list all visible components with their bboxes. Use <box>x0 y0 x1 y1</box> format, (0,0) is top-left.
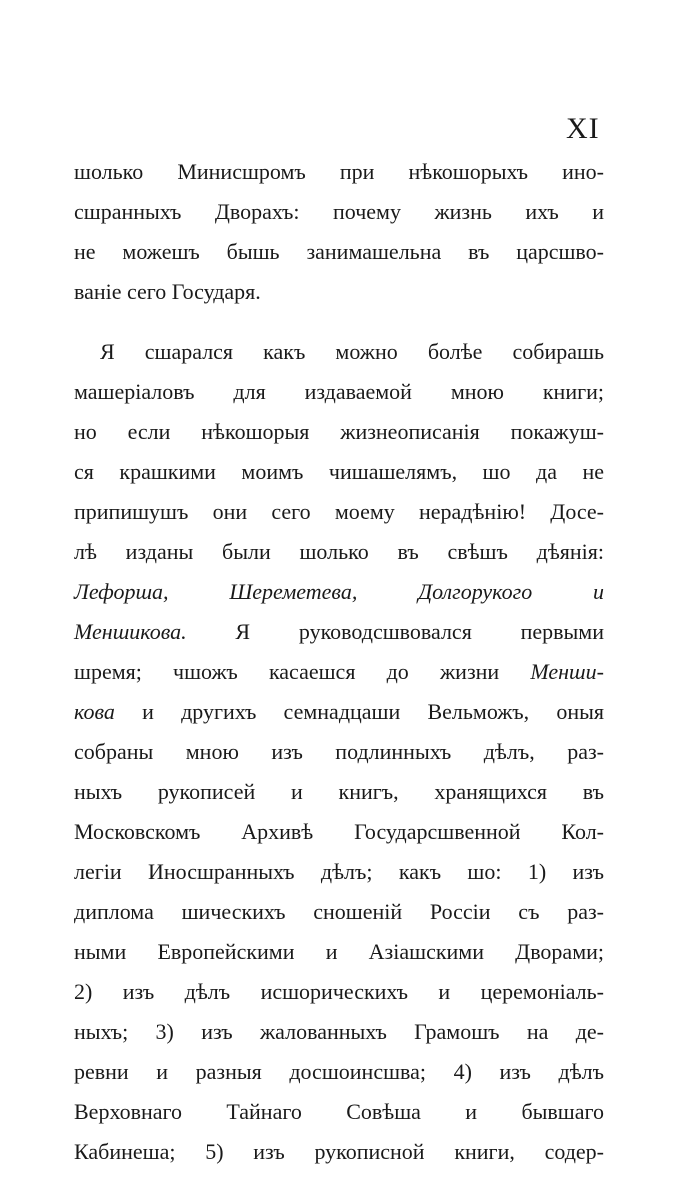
text-line: ревни и разныя досшоинсшва; 4) изъ дѣлъ <box>74 1059 604 1084</box>
text-line: ными Европейскими и Азіашскими Дворами; <box>74 939 604 964</box>
text-span: шремя; чшожъ касаешся до жизни <box>74 659 531 684</box>
text-line <box>74 612 604 652</box>
text-line: не можешъ бышь занимашельна въ царсшво- <box>74 239 604 264</box>
text-line: но если нѣкошорыя жизнеописанія покажуш- <box>74 419 604 444</box>
text-line: припишушъ они сего моему нерадѣнію! Досе- <box>74 499 604 524</box>
text-line: ныхъ рукописей и книгъ, хранящихся въ <box>74 779 604 804</box>
text-line: ся крашкими моимъ чишашелямъ, шо да не <box>74 459 604 484</box>
text-line: лѣ изданы были шолько въ свѣшъ дѣянія: <box>74 539 604 564</box>
italic-name: Меншикова. <box>74 619 187 644</box>
paragraph-gap <box>74 312 604 332</box>
text-line: машеріаловъ для издаваемой мною книги; <box>74 379 604 404</box>
text-line: Московскомъ Архивѣ Государсшвенной Кол- <box>74 819 604 844</box>
text-line: ныхъ; 3) изъ жалованныхъ Грамошъ на де- <box>74 1019 604 1044</box>
text-line <box>74 652 604 692</box>
text-line: диплома шическихъ сношеній Россіи съ раз- <box>74 899 604 924</box>
text-line-italic: Лефорша, Шереметева, Долгорукого и <box>74 579 604 604</box>
paragraph-1 <box>74 152 604 312</box>
text-line: 2) изъ дѣлъ исшорическихъ и церемоніаль- <box>74 979 604 1004</box>
italic-name: Менши- <box>530 659 604 684</box>
text-line: ваніе сего Государя. <box>74 279 261 304</box>
page-number: XI <box>566 112 600 145</box>
text-line: Кабинеша; 5) изъ рукописной книги, содер- <box>74 1139 604 1164</box>
paragraph-2 <box>74 332 604 1172</box>
text-line: легіи Иносшранныхъ дѣлъ; какъ шо: 1) изъ <box>74 859 604 884</box>
text-line: шолько Минисшромъ при нѣкошорыхъ ино- <box>74 159 604 184</box>
text-line: собраны мною изъ подлинныхъ дѣлъ, раз- <box>74 739 604 764</box>
italic-name: кова <box>74 699 115 724</box>
text-line <box>74 692 604 732</box>
text-line: сшранныхъ Дворахъ: почему жизнь ихъ и <box>74 199 604 224</box>
text-span: Я руководсшвовался первыми <box>186 619 604 644</box>
body-text <box>74 152 604 1172</box>
text-line: Я сшарался какъ можно болѣе собирашь <box>100 339 604 364</box>
text-line: Верховнаго Тайнаго Совѣша и бывшаго <box>74 1099 604 1124</box>
text-span: и другихъ семнадцаши Вельможъ, оныя <box>114 699 604 724</box>
